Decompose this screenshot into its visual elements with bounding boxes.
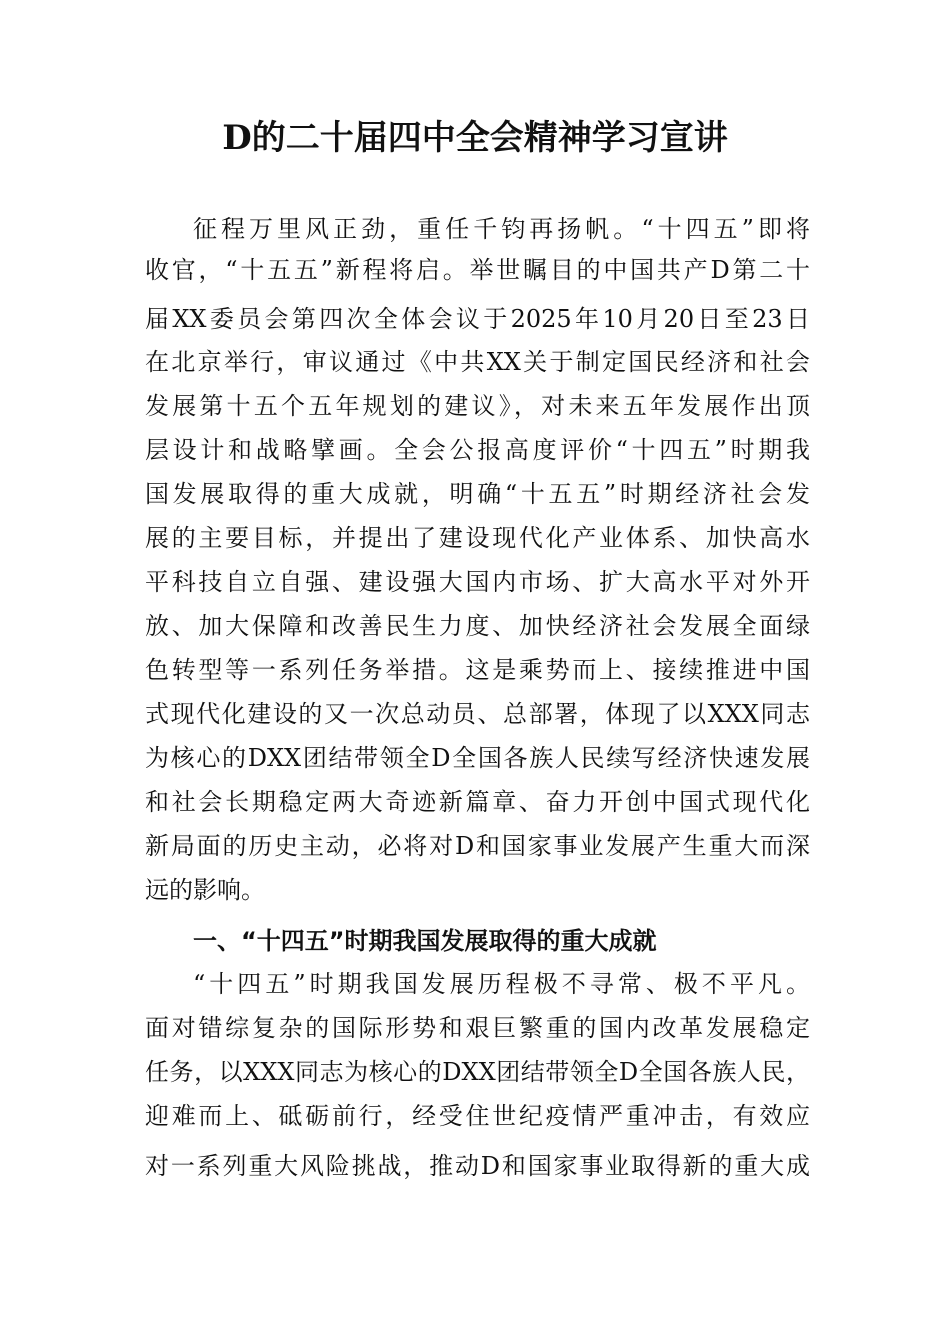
paragraph-line: 和社会长期稳定两大奇迹新篇章、奋力开创中国式现代化 <box>145 788 810 816</box>
paragraph-line: 展的主要目标，并提出了建设现代化产业体系、加快高水 <box>145 524 810 552</box>
paragraph-line: 任务，以XXX同志为核心的DXX团结带领全D全国各族人民， <box>145 1058 810 1086</box>
section-heading: 一、“十四五”时期我国发展取得的重大成就 <box>193 927 657 955</box>
paragraph-line: “十四五”时期我国发展历程极不寻常、极不平凡。 <box>193 970 810 998</box>
paragraph-line: 层设计和战略擘画。全会公报高度评价“十四五”时期我 <box>145 436 810 464</box>
paragraph-line: 远的影响。 <box>145 876 265 904</box>
paragraph-line: 征程万里风正劲，重任千钧再扬帆。“十四五”即将 <box>193 215 810 243</box>
paragraph-line: 式现代化建设的又一次总动员、总部署，体现了以XXX同志 <box>145 700 810 728</box>
paragraph-line: 为核心的DXX团结带领全D全国各族人民续写经济快速发展 <box>145 744 810 772</box>
paragraph-line: 色转型等一系列任务举措。这是乘势而上、接续推进中国 <box>145 656 810 684</box>
paragraph-line: 迎难而上、砥砺前行，经受住世纪疫情严重冲击，有效应 <box>145 1102 810 1130</box>
paragraph-line: 面对错综复杂的国际形势和艰巨繁重的国内改革发展稳定 <box>145 1014 810 1042</box>
paragraph-line: 届XX委员会第四次全体会议于2025年10月20日至23日 <box>145 305 810 333</box>
paragraph-line: 收官，“十五五”新程将启。举世瞩目的中国共产D第二十 <box>145 256 810 284</box>
paragraph-line: 发展第十五个五年规划的建议》，对未来五年发展作出顶 <box>145 392 810 420</box>
paragraph-line: 新局面的历史主动，必将对D和国家事业发展产生重大而深 <box>145 832 810 860</box>
paragraph-line: 对一系列重大风险挑战，推动D和国家事业取得新的重大成 <box>145 1152 810 1180</box>
paragraph-line: 在北京举行，审议通过《中共XX关于制定国民经济和社会 <box>145 348 810 376</box>
document-title: D的二十届四中全会精神学习宣讲 <box>222 118 728 158</box>
paragraph-line: 平科技自立自强、建设强大国内市场、扩大高水平对外开 <box>145 568 810 596</box>
paragraph-line: 国发展取得的重大成就，明确“十五五”时期经济社会发 <box>145 480 810 508</box>
paragraph-line: 放、加大保障和改善民生力度、加快经济社会发展全面绿 <box>145 612 810 640</box>
